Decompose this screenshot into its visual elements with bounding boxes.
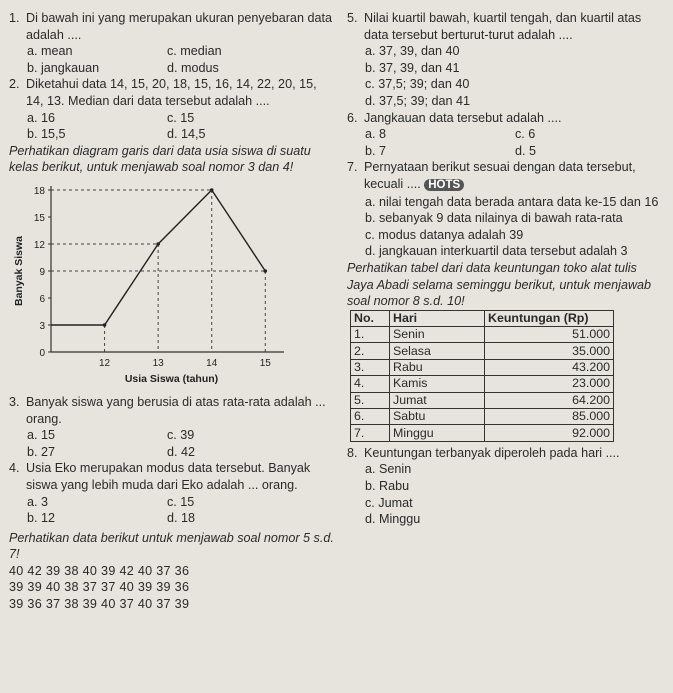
options-q8	[347, 461, 665, 527]
option: d. 18	[167, 511, 196, 526]
table-header: Hari	[390, 310, 485, 326]
options-q1	[9, 43, 334, 76]
question-number: 5.	[347, 11, 358, 25]
y-tick-label: 3	[39, 320, 45, 332]
profit-cell: 64.200	[485, 392, 614, 408]
row-number: 7.	[351, 425, 390, 441]
option: d. 42	[167, 444, 196, 459]
question-text: Usia Eko merupakan modus data tersebut. Banyak siswa yang lebih muda dari Eko adalah ... orang.	[26, 461, 311, 492]
option: a. 15	[27, 428, 56, 443]
profit-cell: 92.000	[485, 425, 614, 441]
table-row	[351, 392, 614, 408]
data-point	[263, 269, 267, 273]
option: c. modus datanya adalah 39	[365, 227, 524, 242]
question-text: Diketahui data 14, 15, 20, 18, 15, 16, 14, 22, 20, 15, 14, 13. Median dari data tersebut adalah ....	[26, 77, 317, 108]
option: b. 12	[27, 511, 56, 526]
row-number: 5.	[351, 392, 390, 408]
options-q6	[347, 126, 665, 159]
left-column	[9, 10, 334, 613]
question-number: 8.	[347, 445, 358, 460]
question-number: 4.	[9, 461, 20, 476]
row-number: 3.	[351, 359, 390, 375]
question-number: 1.	[9, 11, 20, 25]
day-cell: Sabtu	[390, 409, 485, 425]
row-number: 4.	[351, 376, 390, 392]
chart-instruction: Perhatikan diagram garis dari data usia siswa di suatu kelas berikut, untuk menjawab soal nomor 3 dan 4!	[9, 143, 311, 175]
options-q7	[347, 194, 665, 260]
option: d. 5	[515, 143, 537, 158]
data-point	[103, 323, 107, 327]
option: b. 37, 39, dan 41	[365, 60, 460, 75]
option: d. 37,5; 39; dan 41	[365, 93, 471, 108]
option: a. 16	[27, 110, 56, 125]
y-tick-label: 0	[39, 347, 45, 359]
option: c. 15	[167, 110, 195, 125]
options-q3	[9, 427, 334, 460]
y-tick-label: 12	[33, 239, 45, 251]
y-tick-label: 18	[33, 185, 45, 197]
table-header-row	[351, 310, 614, 326]
option: c. 39	[167, 428, 195, 443]
profit-cell: 43.200	[485, 359, 614, 375]
row-number: 2.	[351, 343, 390, 359]
option: a. 3	[27, 494, 49, 509]
option: a. mean	[27, 44, 73, 59]
data-point	[210, 188, 214, 192]
line-chart	[9, 180, 309, 392]
data-row: 39 36 37 38 39 40 37 40 37 39	[9, 597, 190, 612]
y-axis-label: Banyak Siswa	[13, 235, 25, 306]
question-text: Keuntungan terbanyak diperoleh pada hari ....	[364, 445, 620, 460]
question-text: Di bawah ini yang merupakan ukuran penyebaran data adalah ....	[26, 11, 332, 42]
table-header: No.	[351, 310, 390, 326]
day-cell: Selasa	[390, 343, 485, 359]
data-row: 40 42 39 38 40 39 42 40 37 36	[9, 563, 190, 578]
question-text: Banyak siswa yang berusia di atas rata-rata adalah ... orang.	[26, 394, 326, 426]
option: b. jangkauan	[27, 60, 100, 75]
option: c. 15	[167, 494, 195, 509]
option: c. Jumat	[365, 495, 413, 510]
option: a. 8	[365, 127, 387, 142]
x-axis-label: Usia Siswa (tahun)	[124, 372, 219, 385]
table-header: Keuntungan (Rp)	[485, 310, 614, 326]
data-point	[156, 242, 160, 246]
day-cell: Jumat	[390, 392, 485, 408]
profit-cell: 23.000	[485, 376, 614, 392]
option: c. median	[167, 44, 222, 59]
option: b. 27	[27, 444, 56, 459]
options-q5	[347, 43, 665, 109]
profit-cell: 85.000	[485, 409, 614, 425]
option: a. 37, 39, dan 40	[365, 44, 460, 59]
x-tick-label: 13	[152, 357, 164, 369]
y-tick-label: 9	[39, 266, 45, 278]
option: d. modus	[167, 60, 219, 75]
data-instruction: Perhatikan data berikut untuk menjawab soal nomor 5 s.d. 7!	[9, 530, 334, 562]
table-row	[351, 376, 614, 392]
option: a. Senin	[365, 462, 412, 477]
day-cell: Senin	[390, 327, 485, 343]
question-number: 6.	[347, 110, 358, 125]
row-number: 1.	[351, 327, 390, 343]
question-number: 2.	[9, 77, 20, 92]
option: a. nilai tengah data berada antara data ke-15 dan 16	[365, 194, 659, 209]
question-5	[347, 10, 665, 43]
option: c. 6	[515, 127, 536, 142]
day-cell: Minggu	[390, 425, 485, 441]
option: b. sebanyak 9 data nilainya di bawah rata-rata	[365, 211, 623, 226]
question-4	[9, 460, 334, 493]
option: d. Minggu	[365, 512, 421, 527]
profit-cell: 35.000	[485, 343, 614, 359]
option: b. 7	[365, 143, 387, 158]
profit-table	[350, 310, 614, 442]
question-number: 7.	[347, 160, 358, 175]
right-column	[347, 10, 665, 528]
table-row	[351, 409, 614, 425]
day-cell: Kamis	[390, 376, 485, 392]
question-text: Jangkauan data tersebut adalah ....	[364, 110, 562, 125]
question-2	[9, 76, 334, 109]
question-text: Nilai kuartil bawah, kuartil tengah, dan kuartil atas data tersebut berturut-turut adalah ....	[364, 11, 642, 42]
y-tick-label: 6	[39, 293, 45, 305]
option: c. 37,5; 39; dan 40	[365, 77, 470, 92]
row-number: 6.	[351, 409, 390, 425]
table-row	[351, 359, 614, 375]
table-row	[351, 327, 614, 343]
y-tick-label: 15	[33, 212, 45, 224]
day-cell: Rabu	[390, 359, 485, 375]
table-row	[351, 343, 614, 359]
x-tick-label: 12	[99, 357, 111, 369]
question-number: 3.	[9, 394, 20, 409]
option: d. 14,5	[167, 127, 206, 142]
table-body	[351, 327, 614, 442]
option: b. Rabu	[365, 479, 410, 493]
option: b. 15,5	[27, 127, 66, 142]
question-3	[9, 394, 334, 427]
question-7	[347, 159, 665, 193]
table-row	[351, 425, 614, 441]
question-6	[347, 110, 665, 127]
option: d. jangkauan interkuartil data tersebut adalah 3	[365, 244, 628, 259]
options-q4	[9, 494, 334, 527]
hots-badge: HOTS	[424, 179, 464, 191]
table-instruction: Perhatikan tabel dari data keuntungan toko alat tulis Jaya Abadi selama seminggu berikut, untuk menjawab soal nomor 8 s.d. 10!	[347, 260, 652, 309]
profit-cell: 51.000	[485, 327, 614, 343]
question-1	[9, 10, 334, 43]
options-q2	[9, 110, 334, 143]
question-8	[347, 445, 665, 462]
data-row: 39 39 40 38 37 37 40 39 39 36	[9, 580, 190, 595]
question-text: Pernyataan berikut sesuai dengan data tersebut, kecuali ....	[364, 160, 636, 191]
x-tick-label: 14	[206, 357, 218, 369]
x-tick-label: 15	[259, 357, 271, 369]
